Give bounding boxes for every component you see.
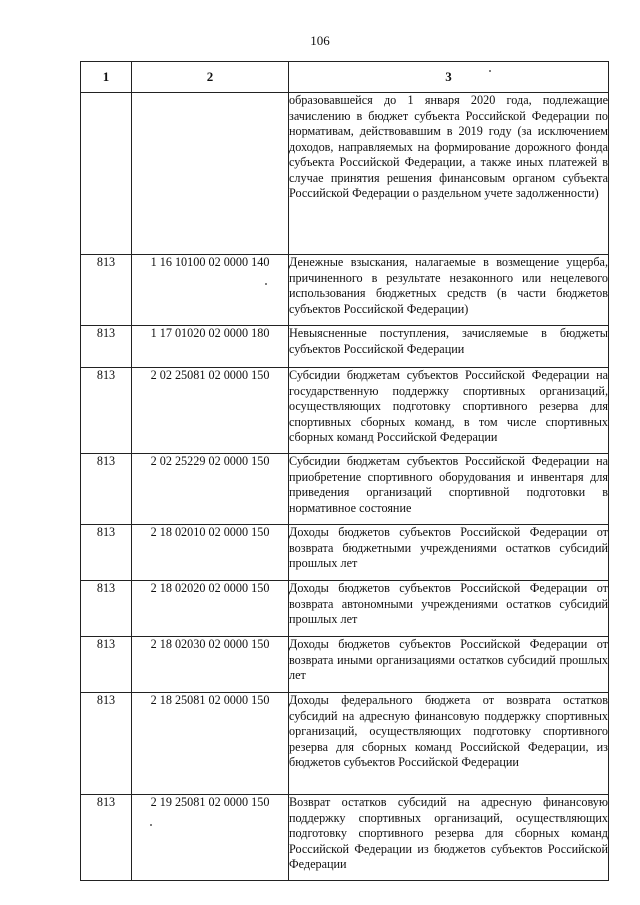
table-row xyxy=(81,525,609,581)
budget-code-cell: 1 17 01020 02 0000 180 xyxy=(132,326,289,368)
description-cell: Доходы бюджетов субъектов Российской Федерации от возврата бюджетными учреждениями остатков субсидий прошлых лет xyxy=(289,525,609,581)
description-cell: Субсидии бюджетам субъектов Российской Федерации на приобретение спортивного оборудования и инвентаря для приведения организаций спортивной подготовки в нормативное состояние xyxy=(289,454,609,525)
budget-code-cell xyxy=(132,93,289,255)
budget-code-cell: 2 18 02020 02 0000 150 xyxy=(132,581,289,637)
table-row xyxy=(81,637,609,693)
scan-speck xyxy=(150,824,152,826)
budget-code-cell: 2 19 25081 02 0000 150 xyxy=(132,795,289,881)
table-row xyxy=(81,693,609,795)
budget-code-cell: 2 18 02030 02 0000 150 xyxy=(132,637,289,693)
table-row xyxy=(81,368,609,454)
revenue-codes-table xyxy=(80,61,609,881)
column-header-3: 3 xyxy=(289,62,609,93)
table-row xyxy=(81,454,609,525)
page-number: 106 xyxy=(310,33,330,48)
description-cell: образовавшейся до 1 января 2020 года, подлежащие зачислению в бюджет субъекта Российской Федерации по нормативам, действовавшим в 2019 году (за исключением доходов, направляемых на формирование дорожного фонда субъекта Российской Федерации, а также иных платежей в случае принятия решения финансовым органом субъекта Российской Федерации о раздельном учете задолженности) xyxy=(289,93,609,255)
table-row xyxy=(81,795,609,881)
table-row xyxy=(81,255,609,326)
table-header-row xyxy=(81,62,609,93)
budget-code-cell: 2 18 02010 02 0000 150 xyxy=(132,525,289,581)
description-cell: Доходы бюджетов субъектов Российской Федерации от возврата иными организациями остатков субсидий прошлых лет xyxy=(289,637,609,693)
scan-speck xyxy=(489,70,491,72)
table-row xyxy=(81,93,609,255)
admin-code-cell xyxy=(81,93,132,255)
scan-speck xyxy=(265,283,267,285)
description-cell: Доходы федерального бюджета от возврата остатков субсидий на адресную финансовую поддержку спортивных организаций, осуществляющих подготовку спортивного резерва для сборных команд Российской Федерации, из бюджетов субъектов Российской Федерации xyxy=(289,693,609,795)
admin-code-cell: 813 xyxy=(81,637,132,693)
admin-code-cell: 813 xyxy=(81,693,132,795)
budget-code-cell: 2 02 25229 02 0000 150 xyxy=(132,454,289,525)
description-cell: Невыясненные поступления, зачисляемые в бюджеты субъектов Российской Федерации xyxy=(289,326,609,368)
budget-code-cell: 1 16 10100 02 0000 140 xyxy=(132,255,289,326)
description-cell: Денежные взыскания, налагаемые в возмещение ущерба, причиненного в результате незаконного или нецелевого использования бюджетных средств (в части бюджетов субъектов Российской Федерации) xyxy=(289,255,609,326)
admin-code-cell: 813 xyxy=(81,255,132,326)
admin-code-cell: 813 xyxy=(81,326,132,368)
description-cell: Возврат остатков субсидий на адресную финансовую поддержку спортивных организаций, осуществляющих подготовку спортивного резерва для сборных команд Российской Федерации из бюджетов субъектов Российской Федерации xyxy=(289,795,609,881)
admin-code-cell: 813 xyxy=(81,795,132,881)
admin-code-cell: 813 xyxy=(81,581,132,637)
description-cell: Субсидии бюджетам субъектов Российской Федерации на государственную поддержку спортивных организаций, осуществляющих подготовку спортивного резерва для спортивных сборных команд, в том числе спортивных сборных команд Российской Федерации xyxy=(289,368,609,454)
admin-code-cell: 813 xyxy=(81,525,132,581)
table-row xyxy=(81,581,609,637)
admin-code-cell: 813 xyxy=(81,368,132,454)
admin-code-cell: 813 xyxy=(81,454,132,525)
description-cell: Доходы бюджетов субъектов Российской Федерации от возврата автономными учреждениями остатков субсидий прошлых лет xyxy=(289,581,609,637)
column-header-2: 2 xyxy=(132,62,289,93)
budget-code-cell: 2 02 25081 02 0000 150 xyxy=(132,368,289,454)
column-header-1: 1 xyxy=(81,62,132,93)
budget-code-cell: 2 18 25081 02 0000 150 xyxy=(132,693,289,795)
table-row xyxy=(81,326,609,368)
